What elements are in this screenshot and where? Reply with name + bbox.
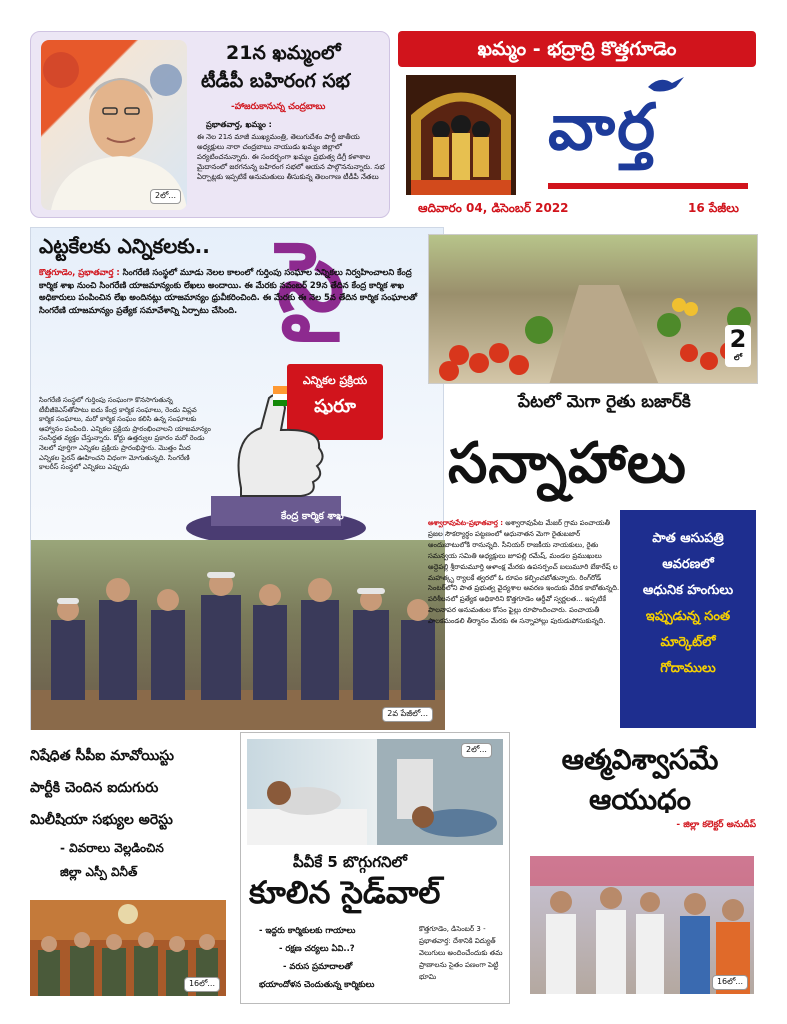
confidence-sub: - జిల్లా కలెక్టర్ అనుదీప్ <box>676 820 756 830</box>
mine-bullet-3: - వరుస ప్రమాదాలతో <box>283 961 353 971</box>
headline-1: 21న ఖమ్మంలో <box>226 42 341 64</box>
page-ref-tag[interactable]: 2లో... <box>461 743 492 758</box>
market-kicker: పేటలో మెగా రైతు బజార్‌కి <box>518 392 691 412</box>
issue-date: ఆదివారం 04, డిసెంబర్ 2022 <box>418 201 569 215</box>
page-count: 16 పేజీలు <box>688 201 739 215</box>
chandrababu-photo <box>41 40 187 210</box>
badge-line-2: షురూ <box>314 396 356 417</box>
paper-title: వార్త <box>548 91 658 165</box>
page-ref-tag[interactable]: 2లో... <box>150 189 181 204</box>
mine-story <box>240 732 510 1004</box>
police-photo <box>30 900 226 996</box>
mine-bullet-1: - ఇద్దరు కార్మికులకు గాయాలు <box>259 925 356 935</box>
maoist-sub-2: జిల్లా ఎస్పీ వినీత్ <box>60 865 138 879</box>
confidence-line-1: ఆత్మవిశ్వాసమే <box>561 743 719 776</box>
confidence-line-2: ఆయుధం <box>588 783 691 816</box>
page-ref-tag[interactable]: 16లో... <box>184 977 220 992</box>
page-badge-sub: లో <box>733 353 743 362</box>
election-lead <box>39 266 423 316</box>
maoist-line-1: నిషేధిత సీపీఐ మావోయిస్టు <box>30 748 174 764</box>
maoist-story <box>30 740 230 998</box>
mine-bullet-2: - రక్షణ చర్యలు ఏవి..? <box>279 943 355 953</box>
region-banner <box>398 31 756 67</box>
badge-line-1: ఎన్నికల ప్రక్రియ <box>302 374 368 387</box>
box-line-5: మార్కెట్‌లో <box>660 635 716 650</box>
election-body: సింగరేణి సంస్థలో గుర్తింపు సంఘంగా కొనసాగుతున్న టీబీజీకెఎస్‌తోపాటు ఐదు కేంద్ర కార్మిక సంఘాలు, రెండు విప్లవ కార్మిక సంఘాలు, మరో కార్మిక సంఘం కలిసి ఉన్న సంఘాలకు ఆహ్వానం పంపింది. ఎన్నికల ప్రక్రియ ప్రారంభించాలని యాజమాన్యం సంసిద్ధత వ్యక్తం చేస్తున్నారు. కోర్టు ఉత్తర్వుల ప్రకారం మరో రెండు నెలలో పూర్తిగా ఎన్నికల ప్రక్రియ ప్రారంభిస్తారు. మొత్తం మీద ఎన్నికల సైరన్ ఊహించని విధంగా మోగుతున్నది. సింగరేణి కాలరీస్ సంస్థలో ఎన్నికలు ఎప్పుడు <box>39 396 211 472</box>
collector-photo <box>530 856 754 994</box>
mine-dateline: కొత్తగూడెం, డిసెంబర్ 3 - ప్రభాతవార్త: <box>419 925 486 945</box>
mine-body-text: దేశానికి విద్యుత్ వెలుగులు అందించేందుకు తమ ప్రాణాలను సైతం పణంగా పెట్టి భూమి <box>419 937 503 981</box>
article-body: ఈ నెల 21న మాజీ ముఖ్యమంత్రి, తెలుగుదేశం పార్టీ జాతీయ అధ్యక్షులు నారా చంద్రబాబు నాయుడు ఖమ్మం జిల్లాలో పర్యటించనున్నారు. ఈ సందర్భంగా ఖమ్మం ప్రభుత్వ డిగ్రీ కళాశాల మైదానంలో జరగనున్న బహిరంగ సభలో ఆయన పాల్గొననున్నారు. సభ ఏర్పాట్లకు ఇప్పటికే అనుమతులు తీసుకున్న తెలంగాణ టీడీపీ నేతలు <box>197 133 385 181</box>
box-line-6: గోదాములు <box>660 661 716 676</box>
market-body <box>428 518 624 728</box>
market-body-text: అశ్వారావుపేట మేజర్ గ్రామ పంచాయతీ ప్రజల సౌకర్యార్థం పట్టణంలో అధునాతన మెగా రైతుబజార్ అందుబాటులోకి రానున్నది. సీనియర్ రాజకీయ నాయకులు, రైతు సమన్వయ సమితి అధ్యక్షులు జూపల్లి రమేష్, మండల ప్రముఖులు అద్దెపల్లి శ్రీరామమూర్తి ఆళాంక్ష మేరకు ఉపసర్పంచ్ బలుమూరి బేకారేష్ ల మహత్కృ ర్యాలకే త్వరలో ఓ రూపం కల్పించబోతున్నారు. రింగ్‌రోడ్ సెంటర్‌లోని పాత ప్రభుత్వ వైద్యశాల ఆవరణ ఇందుకు వేదిక కాబోతున్నది. పరిశీలనలో ప్రత్యేక అధికారిని కొత్తగూడెం ఆర్డీవో స్వర్ణలత... ఇప్పటికే పాలనాపర అనుమతుల కోసం ఫైల్లు రూపొందించారు. పంచాయతీ పాలకమండలి తీర్మానం మేరకు ఈ సన్నాహాల్లు పురుడుపోసుకున్నది. <box>428 519 620 626</box>
headline-2: టీడీపీ బహిరంగ సభ <box>201 70 350 92</box>
page-ref-tag[interactable]: 16లో... <box>712 975 748 990</box>
dateline: ప్రభాతవార్త, ఖమ్మం : <box>206 120 272 129</box>
election-dateline: కొత్తగూడెం, ప్రభాతవార్త : <box>39 267 120 277</box>
region-title: ఖమ్మం - భద్రాద్రి కొత్తగూడెం <box>477 38 677 60</box>
thumb-caption: కేంద్ర కార్మిక శాఖ <box>281 511 344 522</box>
maoist-line-3: మిలీషియా సభ్యుల అరెస్టు <box>30 812 173 828</box>
hospital-photo <box>247 739 503 845</box>
tdp-rally-box <box>30 31 390 218</box>
big-word-sai: సై <box>277 221 345 333</box>
miners-photo <box>31 540 445 730</box>
mine-headline: కూలిన సైడ్‌వాల్ <box>249 875 441 911</box>
market-story <box>428 234 758 730</box>
box-line-2: ఆవరణలో <box>662 557 714 572</box>
market-headline: సన్నాహాలు <box>448 431 687 496</box>
mine-bullets <box>259 921 419 993</box>
title-underline <box>548 183 748 189</box>
collector-story <box>520 740 760 1000</box>
date-bar <box>398 199 756 220</box>
market-dateline: అశ్వారావుపేట-ప్రభాతవార్త : <box>428 519 504 527</box>
maoist-line-2: పార్టీకి చెందిన ఐదుగురు <box>30 780 159 796</box>
masthead <box>398 31 756 220</box>
election-story <box>30 221 444 730</box>
box-line-4: ఇప్పుడున్న సంత <box>645 609 731 624</box>
page-ref-tag[interactable]: 2వ పేజీలో... <box>382 707 433 722</box>
page-badge[interactable] <box>725 325 751 367</box>
election-headline: ఎట్టకేలకు ఎన్నికలకు.. <box>39 234 210 258</box>
box-line-1: పాత ఆసుపత్రి <box>652 531 724 546</box>
mine-body <box>419 923 503 983</box>
box-line-3: ఆధునిక హంగులు <box>642 583 734 598</box>
market-highlight-box <box>620 510 756 728</box>
dove-icon <box>646 73 686 99</box>
market-photo <box>428 234 758 384</box>
mine-bullet-4: భయాందోళన చెందుతున్న కార్మికులు <box>259 979 375 989</box>
page-badge-number: 2 <box>729 325 747 353</box>
deity-photo <box>406 75 516 195</box>
maoist-sub-1: - వివరాలు వెల్లడించిన <box>60 841 164 855</box>
mine-kicker: పీవీకే 5 బొగ్గుగనిలో <box>293 853 407 871</box>
subhead: -హాజరుకానున్న చంద్రబాబు <box>231 102 326 112</box>
election-lead-text: సింగరేణి సంస్థలో మూడు నెలల కాలంలో గుర్తింపు సంఘాల ఎన్నికలు నిర్వహించాలని కేంద్ర కార్మిక శాఖ నుంచి సింగరేణి యాజమాన్యంకు లేఖలు అందాయి. ఈ మేరకు నవంబర్ 29న తేదిన కేంద్ర కార్మిక శాఖ అధికారులు పంపించిన లేఖ అందినట్లు యాజమాన్యం ధ్రువీకరించింది. ఈ మేరకు ఈ నెల 5వ తేదిన కార్మిక సంఘాలతో సింగరేణి యాజమాన్యం ప్రత్యేక సమావేశాన్ని ఏర్పాటు చేసింది. <box>39 267 418 315</box>
